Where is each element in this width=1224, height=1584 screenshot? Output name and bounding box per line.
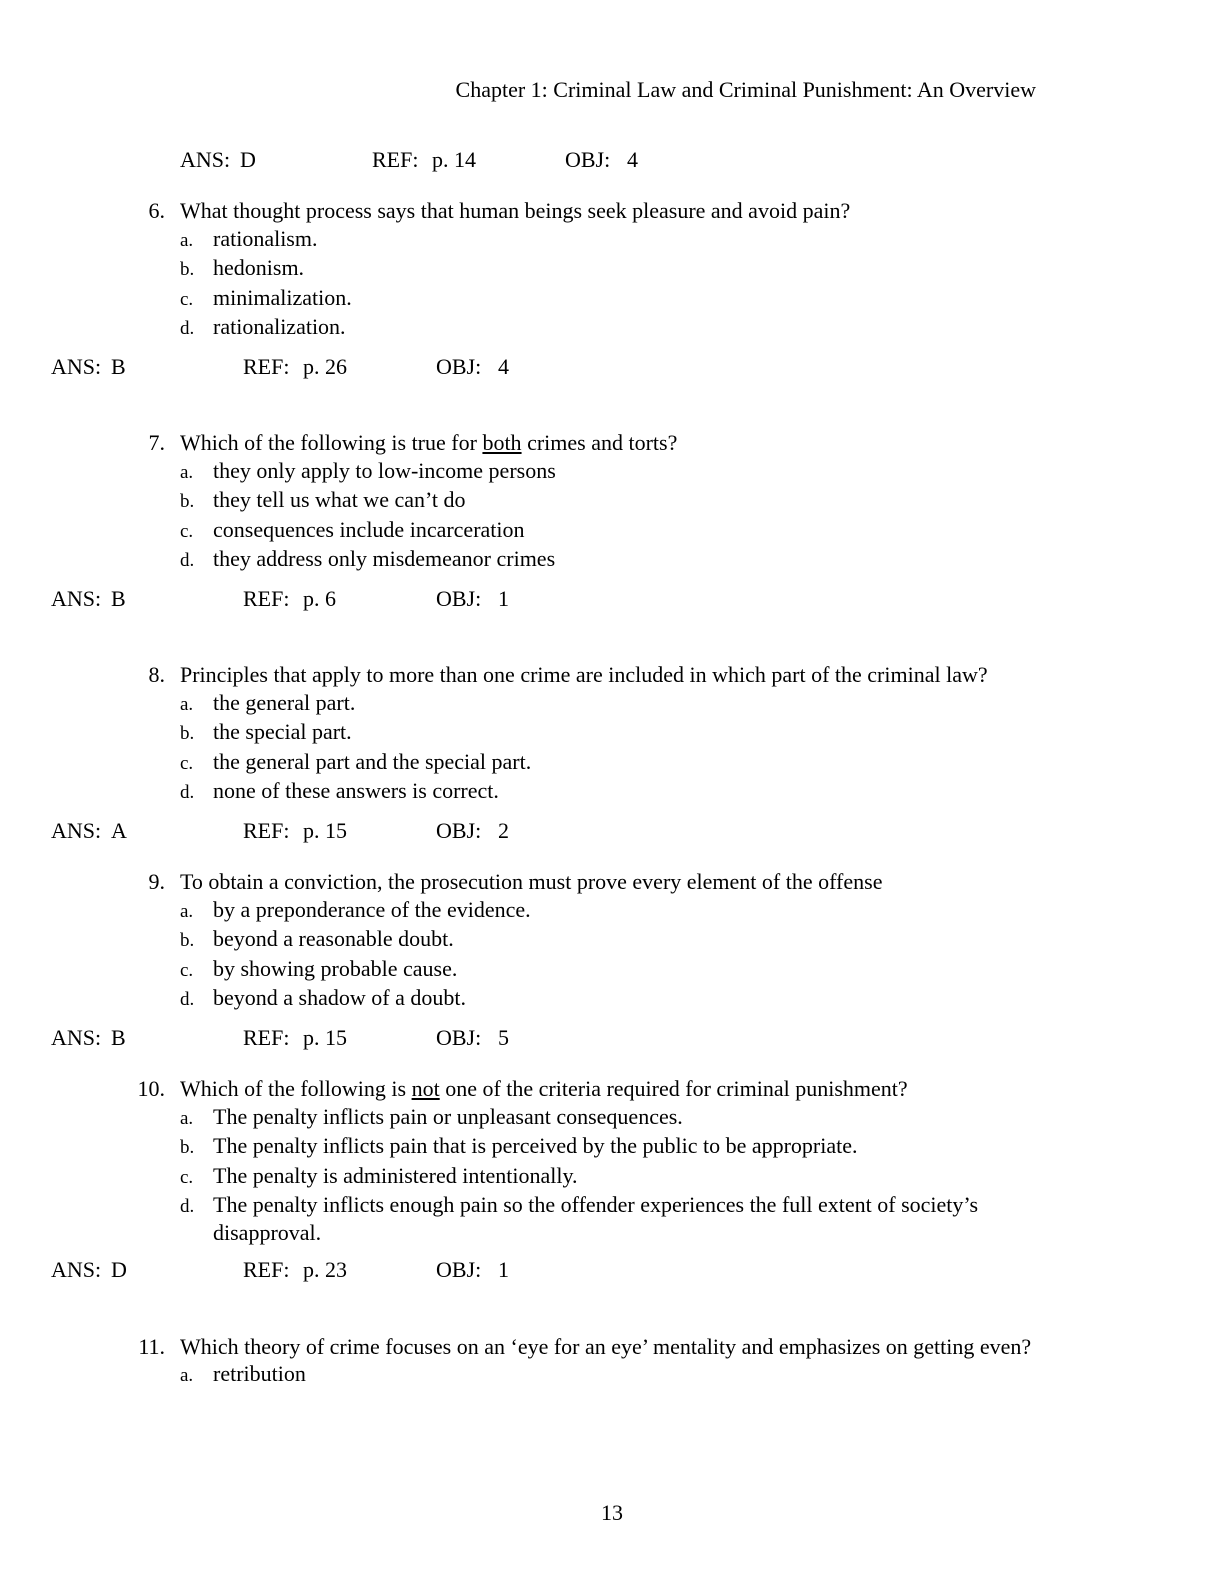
question [0, 1075, 1224, 1284]
question-row [129, 1333, 1224, 1390]
question-row [129, 429, 1224, 575]
questions-list [0, 197, 1224, 1390]
option [180, 718, 1040, 748]
answer-line [51, 353, 1224, 381]
question-number: 7. [148, 430, 165, 455]
option-letter: d. [180, 318, 195, 339]
option-text: the general part. [213, 689, 356, 715]
ref-value: p. 6 [303, 585, 336, 611]
page-number: 13 [601, 1499, 623, 1525]
ans-value: B [111, 353, 126, 379]
option-text: beyond a reasonable doubt. [213, 926, 454, 951]
question-row [129, 661, 1224, 807]
ref-label: REF: [243, 1024, 290, 1050]
option-text: The penalty is administered intentionally. [213, 1162, 578, 1188]
obj-label: OBJ: [436, 1024, 482, 1050]
ans-value: A [111, 817, 127, 843]
ans-value: D [240, 146, 256, 172]
option-letter: d. [180, 989, 195, 1010]
option [180, 777, 1040, 807]
obj-value: 1 [498, 1257, 509, 1282]
option [180, 313, 1040, 343]
options-list [180, 896, 1040, 1014]
option-letter: c. [180, 288, 194, 310]
question-text [180, 868, 1040, 896]
ans-value: B [111, 1024, 126, 1050]
question-number: 11. [138, 1333, 165, 1359]
question-row [129, 197, 1224, 343]
option-letter: a. [180, 1365, 194, 1386]
option-letter: c. [180, 752, 194, 774]
option-letter: b. [180, 491, 195, 512]
option-text: The penalty inflicts pain or unpleasant consequences. [213, 1103, 683, 1129]
option-text: The penalty inflicts pain that is perceived by the public to be appropriate. [213, 1133, 858, 1158]
answer-line [51, 585, 1224, 613]
question-row [129, 1075, 1224, 1246]
option-letter: b. [180, 723, 195, 744]
option-letter: a. [180, 900, 194, 922]
option-letter: b. [180, 1137, 195, 1158]
option-letter: d. [180, 1196, 195, 1217]
question [0, 661, 1224, 844]
option-letter: c. [180, 959, 194, 981]
ans-label: ANS: [51, 817, 102, 843]
ref-value: p. 14 [432, 146, 476, 172]
ref-value: p. 15 [303, 817, 347, 843]
question-text-part: Which theory of crime focuses on an ‘eye for an eye’ mentality and emphasizes on getting even? [180, 1333, 1032, 1359]
obj-value: 1 [498, 585, 509, 611]
option [180, 225, 1040, 255]
option-text: minimalization. [213, 284, 352, 310]
question-body [180, 1075, 1040, 1246]
option [180, 254, 1040, 284]
option-letter: a. [180, 1107, 194, 1129]
ref-value: p. 23 [303, 1257, 347, 1282]
question-body [180, 661, 1040, 807]
option [180, 457, 1040, 487]
option-text: the special part. [213, 719, 352, 744]
question-text [180, 1333, 1040, 1361]
answer-line [51, 1024, 1224, 1052]
ref-value: p. 15 [303, 1024, 347, 1050]
question-row [129, 868, 1224, 1014]
question-number: 8. [148, 662, 165, 687]
ref-label: REF: [243, 353, 290, 379]
option [180, 984, 1040, 1014]
option [180, 1191, 1040, 1246]
question [0, 429, 1224, 612]
question-text-part: Principles that apply to more than one crime are included in which part of the criminal law? [180, 662, 988, 687]
ans-value: D [111, 1257, 127, 1282]
option-text: they address only misdemeanor crimes [213, 546, 556, 571]
option [180, 1360, 1040, 1390]
question [0, 1333, 1224, 1390]
option [180, 689, 1040, 719]
question-text-part: Which of the following is true for [180, 430, 483, 455]
question-text-part: What thought process says that human beings seek pleasure and avoid pain? [180, 198, 851, 223]
ref-label: REF: [243, 585, 290, 611]
question [0, 197, 1224, 380]
option [180, 955, 1040, 985]
obj-value: 5 [498, 1024, 509, 1050]
option-letter: b. [180, 259, 195, 280]
question-text [180, 661, 1040, 689]
option [180, 1103, 1040, 1133]
option-text: rationalism. [213, 225, 318, 251]
question-body [180, 429, 1040, 575]
ans-label: ANS: [180, 146, 231, 172]
option-letter: a. [180, 461, 194, 483]
question-text [180, 429, 1040, 457]
obj-value: 4 [627, 146, 638, 172]
options-list [180, 689, 1040, 807]
question-text-part: one of the criteria required for criminal punishment? [439, 1076, 908, 1101]
option-text: hedonism. [213, 255, 305, 280]
option-text: by a preponderance of the evidence. [213, 896, 531, 922]
obj-value: 4 [498, 353, 509, 379]
obj-label: OBJ: [565, 146, 611, 172]
question-text [180, 197, 1040, 225]
option-letter: b. [180, 930, 195, 951]
ref-label: REF: [243, 817, 290, 843]
option [180, 748, 1040, 778]
question-number: 9. [148, 869, 165, 894]
option [180, 516, 1040, 546]
ref-value: p. 26 [303, 353, 347, 379]
answer-line [51, 817, 1224, 845]
option-text: retribution [213, 1361, 306, 1386]
ans-value: B [111, 585, 126, 611]
option [180, 486, 1040, 516]
option-text: they only apply to low-income persons [213, 457, 556, 483]
option [180, 284, 1040, 314]
option-text: beyond a shadow of a doubt. [213, 985, 466, 1010]
option-text: The penalty inflicts enough pain so the offender experiences the full extent of society’s disapproval. [213, 1192, 979, 1245]
question-body [180, 1333, 1040, 1390]
options-list [180, 457, 1040, 575]
ans-label: ANS: [51, 1257, 102, 1282]
ref-label: REF: [243, 1257, 290, 1282]
option-text: by showing probable cause. [213, 955, 458, 981]
question-text-underlined: both [482, 430, 522, 455]
question [0, 868, 1224, 1051]
options-list [180, 1103, 1040, 1247]
option [180, 925, 1040, 955]
page-header: Chapter 1: Criminal Law and Criminal Punishment: An Overview [455, 77, 1036, 102]
obj-label: OBJ: [436, 1257, 482, 1282]
option [180, 1132, 1040, 1162]
question-text-part: To obtain a conviction, the prosecution must prove every element of the offense [180, 869, 883, 894]
question-number: 6. [148, 198, 165, 223]
ref-label: REF: [372, 146, 419, 172]
options-list [180, 1360, 1040, 1390]
option [180, 545, 1040, 575]
option-letter: a. [180, 229, 194, 251]
option-letter: c. [180, 520, 194, 542]
option-text: consequences include incarceration [213, 516, 525, 542]
obj-value: 2 [498, 817, 509, 843]
answer-line [51, 1256, 1224, 1284]
option-text: none of these answers is correct. [213, 778, 499, 803]
question-text-part: crimes and torts? [521, 430, 678, 455]
obj-label: OBJ: [436, 585, 482, 611]
question-body [180, 197, 1040, 343]
option-letter: d. [180, 550, 195, 571]
ans-label: ANS: [51, 1024, 102, 1050]
option-letter: d. [180, 782, 195, 803]
obj-label: OBJ: [436, 353, 482, 379]
answer-line [180, 146, 1224, 174]
options-list [180, 225, 1040, 343]
question-text-underlined: not [411, 1076, 440, 1101]
ans-label: ANS: [51, 353, 102, 379]
option-text: rationalization. [213, 314, 346, 339]
ans-label: ANS: [51, 585, 102, 611]
question-text [180, 1075, 1040, 1103]
option-text: the general part and the special part. [213, 748, 532, 774]
question-number: 10. [137, 1076, 165, 1101]
option-letter: c. [180, 1166, 194, 1188]
question-text-part: Which of the following is [180, 1076, 412, 1101]
option-text: they tell us what we can’t do [213, 487, 466, 512]
option-letter: a. [180, 693, 194, 715]
option [180, 1162, 1040, 1192]
option [180, 896, 1040, 926]
obj-label: OBJ: [436, 817, 482, 843]
question-body [180, 868, 1040, 1014]
